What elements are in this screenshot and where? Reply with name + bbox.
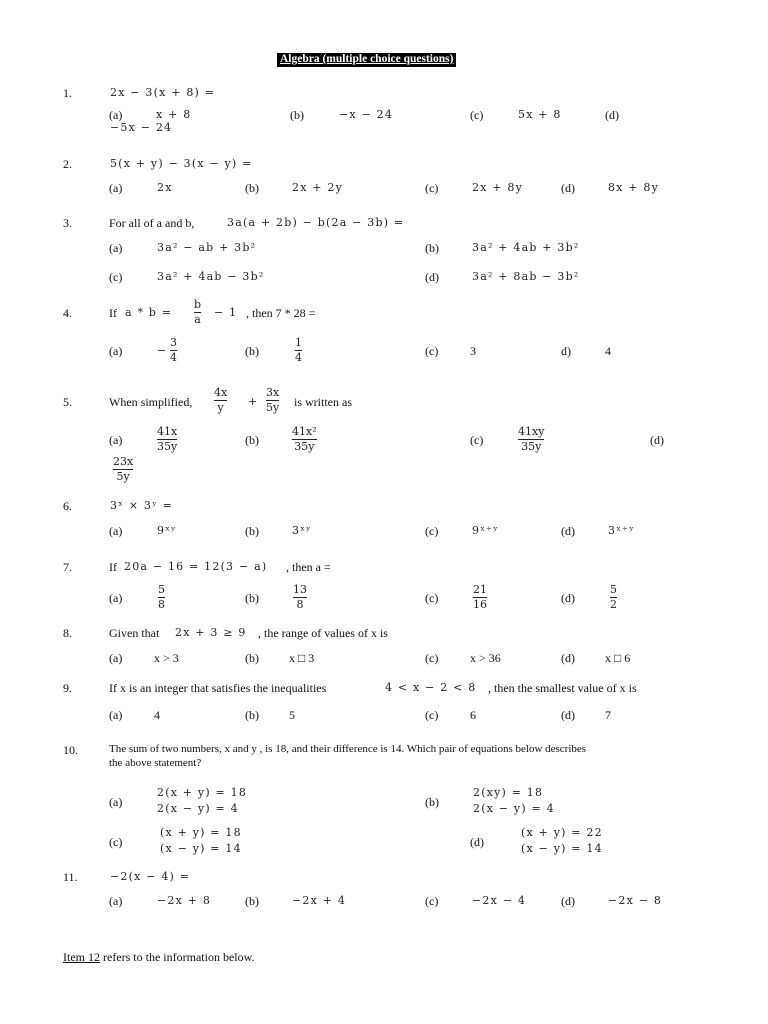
option-label: (c) (425, 708, 439, 722)
option-label: (b) (245, 894, 259, 908)
option-label: (a) (109, 433, 123, 447)
option-c: 5x + 8 (518, 108, 562, 121)
fraction-numerator: b (194, 298, 202, 311)
fraction-numerator: 1 (295, 336, 302, 349)
fraction-numerator: 4x (214, 386, 228, 399)
option-label: (b) (245, 651, 259, 665)
fraction-denominator: 16 (473, 598, 487, 611)
option-a (157, 426, 177, 452)
option-b (473, 785, 555, 817)
option-label: (b) (290, 108, 304, 122)
option-a: x + 8 (156, 108, 192, 121)
option-label: (d) (470, 835, 484, 849)
question-stem-text: , then the smallest value of x is (488, 681, 637, 695)
option-a: 9ˣʸ (157, 524, 177, 537)
fraction-denominator: 2 (610, 598, 617, 611)
option-label: d) (561, 344, 571, 358)
option-b: 3ˣʸ (292, 524, 312, 537)
option-a: 4 (154, 708, 160, 722)
question-stem-text: When simplified, (109, 395, 193, 409)
option-d: 3a² + 8ab − 3b² (472, 270, 580, 283)
option-label: (a) (109, 591, 123, 605)
item-reference-text: refers to the information below. (100, 950, 255, 964)
option-label: (d) (650, 433, 664, 447)
question-number: 8. (63, 626, 72, 640)
fraction-denominator: 5y (266, 401, 280, 414)
option-label: (b) (245, 524, 259, 538)
option-label: (a) (109, 894, 123, 908)
fraction-denominator: 35y (521, 440, 542, 453)
option-label: (b) (245, 708, 259, 722)
question-number: 1. (63, 86, 72, 100)
option-label: (a) (109, 651, 123, 665)
fraction-denominator: y (217, 401, 224, 414)
question-stem-text: is written as (294, 395, 352, 409)
question-stem-line: the above statement? (109, 757, 202, 769)
option-b: 5 (289, 708, 295, 722)
plus-sign: + (248, 395, 259, 408)
option-c: 3 (470, 344, 476, 358)
option-c: 2x + 8y (472, 181, 524, 194)
option-c: −2x − 4 (472, 894, 527, 907)
option-a: −2x + 8 (157, 894, 212, 907)
option-label: (a) (109, 181, 123, 195)
option-d (113, 456, 133, 482)
equation-line: 2(x − y) = 4 (473, 802, 555, 815)
option-label: (a) (109, 241, 123, 255)
stem-fraction (214, 387, 227, 413)
item-reference-link: Item 12 (63, 950, 100, 964)
question-number: 3. (63, 216, 72, 230)
option-label: (c) (470, 108, 484, 122)
option-c: 9ˣ⁺ʸ (472, 524, 499, 537)
option-d: −5x − 24 (110, 121, 173, 134)
option-label: (c) (109, 270, 123, 284)
option-d: x □ 6 (605, 651, 631, 665)
question-stem-text: If (109, 560, 117, 574)
question-stem: 5(x + y) − 3(x − y) = (110, 157, 253, 170)
option-a: 2x (157, 181, 173, 194)
equation-line: (x − y) = 14 (160, 842, 242, 855)
option-label: (b) (425, 241, 439, 255)
option-label: (d) (561, 708, 575, 722)
question-stem-math: 3a(a + 2b) − b(2a − 3b) = (227, 216, 405, 229)
question-stem-math: 20a − 16 = 12(3 − a) (124, 560, 268, 573)
option-label: (d) (425, 270, 439, 284)
fraction-denominator: 8 (296, 598, 304, 611)
equation-line: 2(xy) = 18 (473, 786, 544, 799)
question-stem-text: If x is an integer that satisfies the inequalities (109, 681, 327, 695)
option-b: −2x + 4 (292, 894, 347, 907)
option-label: (d) (561, 181, 575, 195)
question-stem-text: , then a = (286, 560, 331, 574)
question-stem: 2x − 3(x + 8) = (110, 86, 216, 99)
option-label: (d) (561, 524, 575, 538)
question-stem-text: , the range of values of x is (258, 626, 388, 640)
option-a (170, 337, 177, 363)
option-label: (c) (425, 894, 439, 908)
option-c (160, 825, 242, 857)
option-label: (c) (109, 835, 123, 849)
option-label: (c) (425, 181, 439, 195)
fraction-numerator: 41x (157, 425, 178, 438)
fraction-denominator: 4 (170, 351, 177, 364)
fraction-denominator: 35y (157, 440, 178, 453)
equation-line: (x + y) = 18 (160, 826, 242, 839)
question-stem-math: − 1 (214, 306, 238, 319)
fraction-denominator: a (194, 313, 201, 326)
option-label: (d) (605, 108, 619, 122)
fraction-numerator: 13 (293, 583, 307, 596)
question-number: 2. (63, 157, 72, 171)
equation-line: (x − y) = 14 (521, 842, 603, 855)
option-label: (a) (109, 108, 123, 122)
question-stem-text: , then 7 * 28 = (246, 306, 316, 320)
fraction-numerator: 3 (170, 336, 177, 349)
fraction-numerator: 5 (610, 583, 617, 596)
question-number: 5. (63, 395, 72, 409)
option-a (158, 584, 165, 610)
option-b (293, 584, 307, 610)
option-d (610, 584, 617, 610)
option-c: x > 36 (470, 651, 501, 665)
stem-fraction (194, 299, 201, 325)
option-label: (b) (245, 344, 259, 358)
option-d: 8x + 8y (608, 181, 660, 194)
option-b: 3a² + 4ab + 3b² (472, 241, 580, 254)
option-c: 6 (470, 708, 476, 722)
question-stem-math: 4 < x − 2 < 8 (385, 681, 477, 694)
option-label: (a) (109, 344, 123, 358)
question-number: 6. (63, 499, 72, 513)
option-d: −2x − 8 (608, 894, 663, 907)
question-stem: −2(x − 4) = (110, 870, 191, 883)
option-label: (b) (245, 591, 259, 605)
option-d: 3ˣ⁺ʸ (608, 524, 635, 537)
option-label: (a) (109, 524, 123, 538)
option-a (157, 785, 247, 817)
question-number: 11. (63, 870, 78, 884)
fraction-numerator: 21 (473, 583, 487, 596)
fraction-numerator: 5 (158, 583, 165, 596)
question-number: 10. (63, 743, 78, 757)
question-stem-math: 2x + 3 ≥ 9 (175, 626, 247, 639)
option-label: (d) (561, 651, 575, 665)
option-d (521, 825, 603, 857)
question-number: 4. (63, 306, 72, 320)
option-label: (d) (561, 894, 575, 908)
option-label: (b) (425, 795, 439, 809)
fraction-numerator: 3x (266, 386, 280, 399)
equation-line: (x + y) = 22 (521, 826, 603, 839)
option-a: 3a² − ab + 3b² (157, 241, 257, 254)
option-d: 4 (605, 344, 611, 358)
option-a: x > 3 (154, 651, 179, 665)
question-stem-line: The sum of two numbers, x and y , is 18, and their difference is 14. Which pair of equations below describes (109, 743, 587, 755)
equation-line: 2(x − y) = 4 (157, 802, 239, 815)
option-b (295, 337, 302, 363)
option-label: (b) (245, 433, 259, 447)
option-c (473, 584, 487, 610)
option-label: (d) (561, 591, 575, 605)
stem-fraction (266, 387, 279, 413)
option-a-sign: − (157, 344, 168, 357)
question-number: 9. (63, 681, 72, 695)
option-label: (c) (425, 591, 439, 605)
option-b: 2x + 2y (292, 181, 344, 194)
option-b: −x − 24 (339, 108, 394, 121)
question-stem-text: For all of a and b, (109, 216, 195, 230)
fraction-numerator: 41x² (292, 425, 317, 438)
fraction-denominator: 5y (116, 470, 130, 483)
question-stem-math: a * b = (125, 306, 173, 319)
option-d: 7 (605, 708, 611, 722)
question-stem: 3ˣ × 3ʸ = (110, 499, 174, 512)
fraction-denominator: 35y (294, 440, 315, 453)
option-label: (c) (425, 524, 439, 538)
item-reference-note (63, 951, 255, 963)
option-b (292, 426, 317, 452)
option-c: 3a² + 4ab − 3b² (157, 270, 265, 283)
option-label: (b) (245, 181, 259, 195)
fraction-numerator: 41xy (518, 425, 545, 438)
fraction-numerator: 23x (113, 455, 134, 468)
option-b: x □ 3 (289, 651, 315, 665)
fraction-denominator: 4 (295, 351, 302, 364)
option-label: (a) (109, 708, 123, 722)
option-label: (a) (109, 795, 123, 809)
question-stem-text: If (109, 306, 117, 320)
fraction-denominator: 8 (158, 598, 165, 611)
page-title: Algebra (multiple choice questions) (277, 53, 456, 67)
option-label: (c) (425, 651, 439, 665)
option-c (518, 426, 544, 452)
option-label: (c) (470, 433, 484, 447)
question-stem-text: Given that (109, 626, 160, 640)
equation-line: 2(x + y) = 18 (157, 786, 248, 799)
option-label: (c) (425, 344, 439, 358)
question-number: 7. (63, 560, 72, 574)
